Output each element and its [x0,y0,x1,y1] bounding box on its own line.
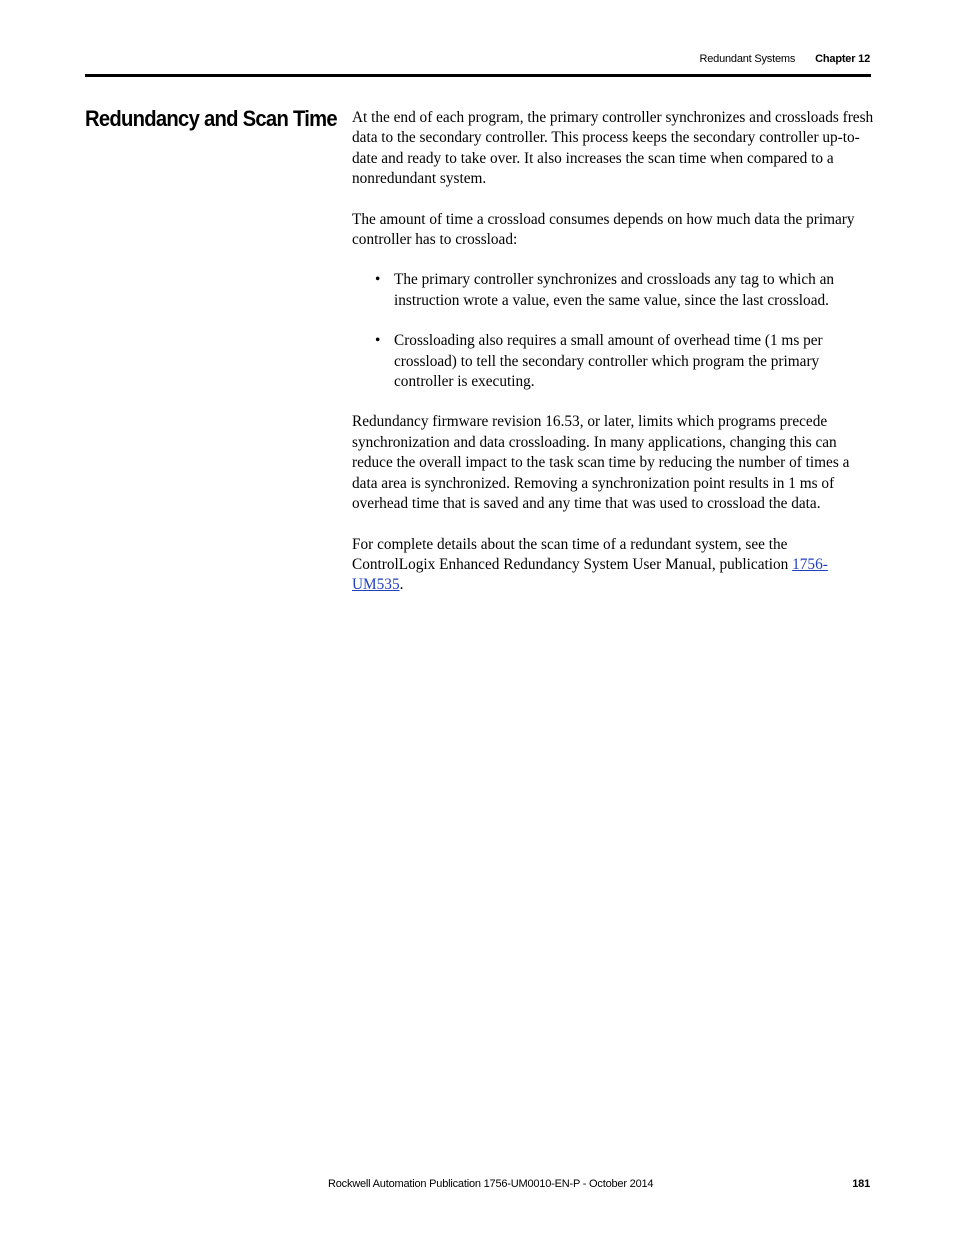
page-number: 181 [852,1178,870,1190]
details-period: . [399,576,404,594]
header-rule [85,74,871,77]
running-header [699,53,870,65]
body-column [352,108,874,616]
section-title: Redundancy and Scan Time [85,106,337,131]
paragraph-details [352,535,874,596]
paragraph-firmware: Redundancy firmware revision 16.53, or later, limits which programs precede synchronization and data crossloading. In many applications, changing this can reduce the overall impact to the task scan time by reducing the number of times a data area is synchronized. Removing a synchronization point results in 1 ms of overhead time that is saved and any time that was used to crossload the data. [352,413,850,513]
paragraph-crossload-amount: The amount of time a crossload consumes depends on how much data the primary controller has to crossload: [352,210,855,249]
publication-link[interactable]: 1756-UM535 [352,555,828,594]
bullet-icon: • [375,271,381,289]
header-section-name: Redundant Systems [699,53,796,65]
header-chapter-label: Chapter 12 [815,53,870,65]
details-text: For complete details about the scan time of a redundant system, see the ControlLogix Enhanced Redundancy System User Manual, publication [352,535,793,573]
bullet-icon: • [375,332,381,350]
list-item-text: Crossloading also requires a small amount of overhead time (1 ms per crossload) to tell the secondary controller which program the primary controller is executing. [394,332,823,391]
bullet-list [352,270,874,392]
list-item [375,270,874,311]
paragraph-intro: At the end of each program, the primary controller synchronizes and crossloads fresh data to the secondary controller. This process keeps the secondary controller up-to-date and ready to take over. It also increases the scan time when compared to a nonredundant system. [352,109,874,188]
list-item [375,331,874,392]
footer-publication: Rockwell Automation Publication 1756-UM0010-EN-P - October 2014 [328,1178,654,1190]
list-item-text: The primary controller synchronizes and crossloads any tag to which an instruction wrote a value, even the same value, since the last crossload. [394,271,835,309]
